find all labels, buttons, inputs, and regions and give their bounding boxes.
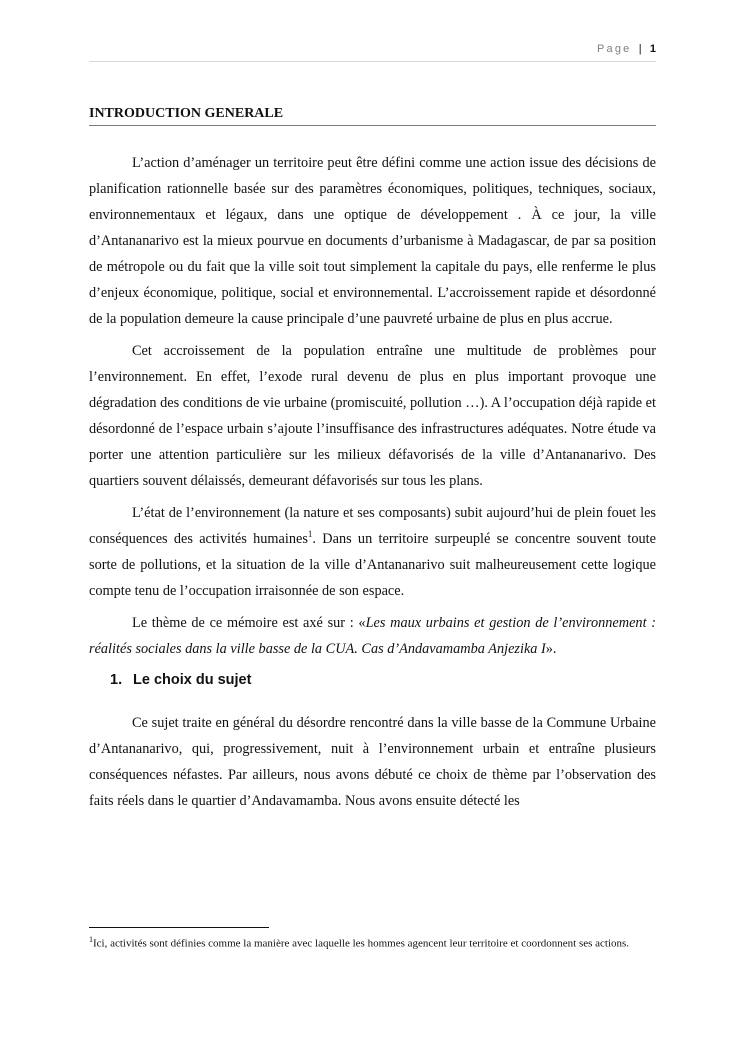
- document-body: [89, 150, 656, 820]
- paragraph-4-text-b: ».: [545, 641, 557, 657]
- page-label: Page: [596, 43, 632, 55]
- header-rule: [89, 61, 656, 62]
- paragraph-3-text-a: L’état de l’environnement (la nature et ses composants) subit aujourd’hui de plein fouet les conséquences des activités humaines: [89, 505, 656, 547]
- section-heading-choix-du-sujet: [110, 670, 656, 690]
- paragraph-3: [89, 500, 656, 604]
- paragraph-5: Ce sujet traite en général du désordre rencontré dans la ville basse de la Commune Urbaine d’Antananarivo, qui, progressivement, nuit à l’environnement urbain et entraîne plusieurs conséquences néfastes. Par ailleurs, nous avons débuté ce choix de thème par l’observation des faits réels dans le quartier d’Andavamamba. Nous avons ensuite détecté les: [89, 715, 656, 809]
- section-number: 1.: [110, 672, 123, 688]
- footnote-text: Ici, activités sont définies comme la manière avec laquelle les hommes agencent leur territoire et coordonnent ses actions.: [93, 937, 630, 950]
- footnote: [89, 932, 656, 952]
- paragraph-4: [89, 610, 656, 662]
- paragraph-1: L’action d’aménager un territoire peut être défini comme une action issue des décisions de planification rationnelle basée sur des paramètres économiques, politiques, techniques, sociaux, environnementaux et légaux, dans une optique de développement . À ce jour, la ville d’Antananarivo est la mieux pourvue en documents d’urbanisme à Madagascar, de par sa position de métropole ou du fait que la ville soit tout simplement la capitale du pays, elle renferme le plus d’enjeux économique, politique, social et environnemental. L’accroissement rapide et désordonné de la population demeure la cause principale d’une pauvreté urbaine de plus en plus accrue.: [89, 155, 656, 327]
- footnote-separator: [89, 927, 269, 928]
- page-number: 1: [649, 43, 656, 55]
- page-separator: |: [638, 43, 642, 55]
- section-title: Le choix du sujet: [133, 672, 252, 688]
- paragraph-3-text-b: . Dans un territoire surpeuplé se concentre souvent toute sorte de pollutions, et la situation de la ville d’Antananarivo suit malheureusement cette logique compte tenu de l’occupation irraisonnée de son espace.: [89, 531, 656, 599]
- paragraph-2: Cet accroissement de la population entraîne une multitude de problèmes pour l’environnement. En effet, l’exode rural devenu de plus en plus important provoque une dégradation des conditions de vie urbaine (promiscuité, pollution …). A l’occupation déjà rapide et désordonné de l’espace urbain s’ajoute l’insuffisance des infrastructures adéquates. Notre étude va porter une attention particulière sur les milieux défavorisés de la ville d’Antananarivo. Des quartiers souvent délaissés, demeurant défavorisés sur tous les plans.: [89, 343, 656, 489]
- paragraph-4-text-a: Le thème de ce mémoire est axé sur : «: [132, 615, 366, 631]
- main-heading: INTRODUCTION GENERALE: [89, 106, 656, 126]
- page-header: [597, 43, 656, 55]
- memoir-title: Les maux urbains et gestion de l’environnement : réalités sociales dans la ville basse de la CUA. Cas d’Andavamamba Anjezika I: [89, 615, 656, 657]
- footnote-marker: 1: [89, 935, 93, 944]
- footnote-reference: 1: [307, 529, 313, 540]
